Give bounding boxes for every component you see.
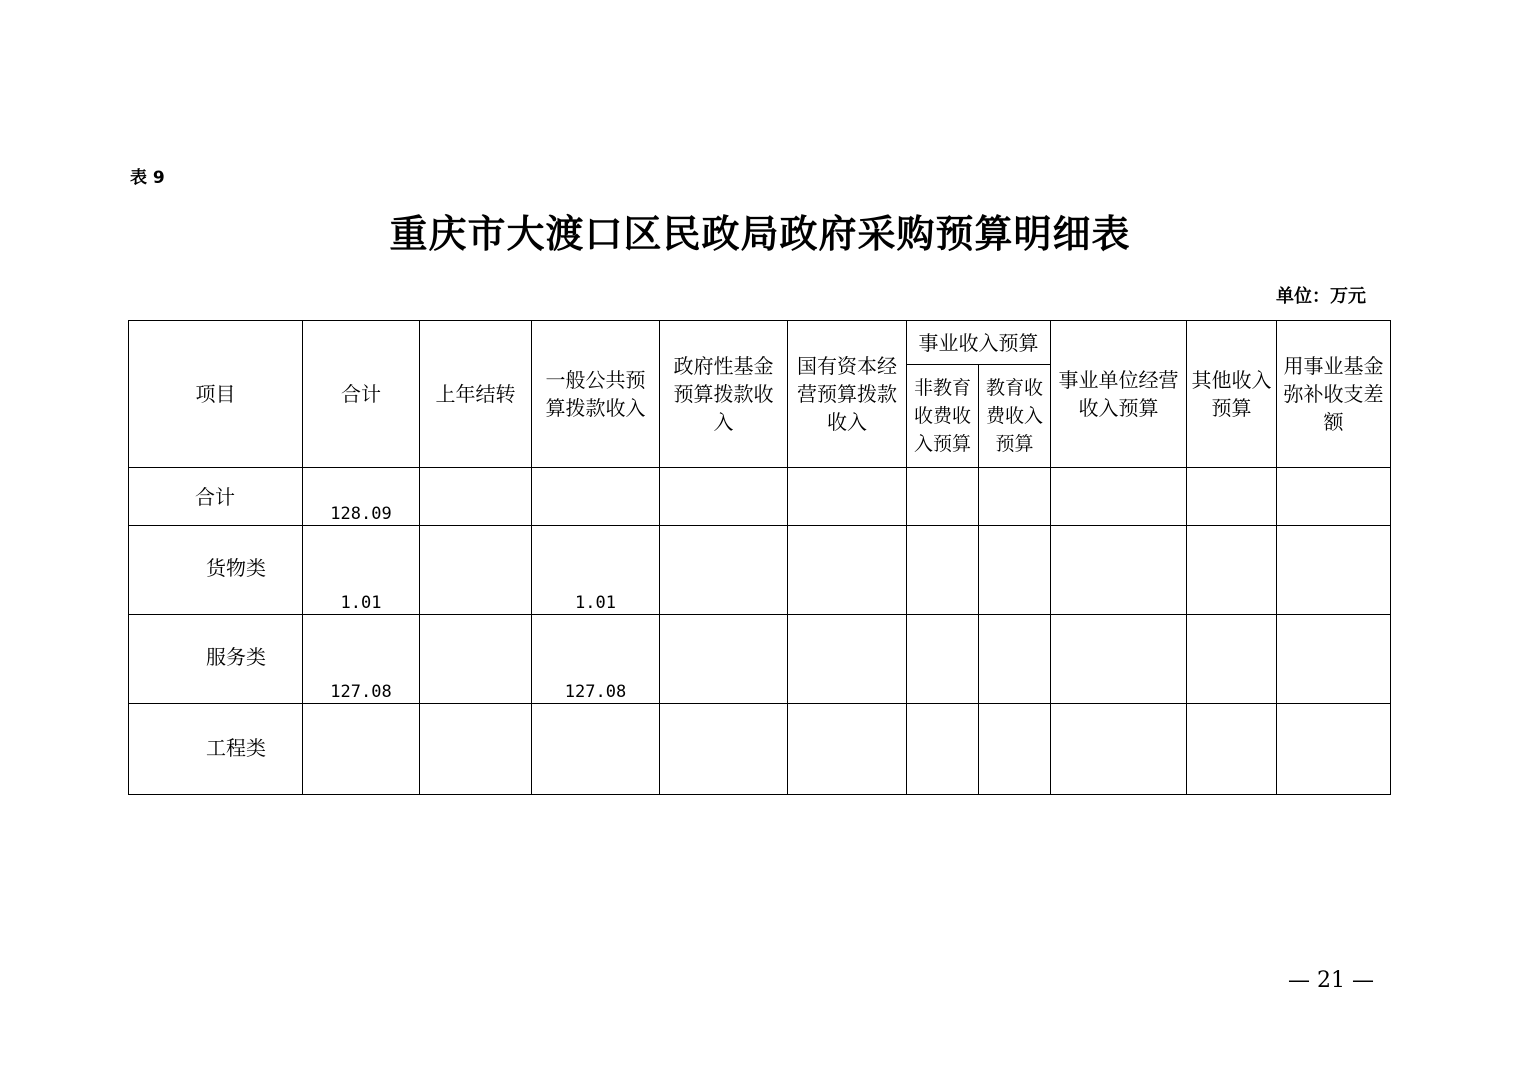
empty-cell	[1051, 468, 1187, 526]
empty-cell	[979, 615, 1051, 704]
empty-cell	[1187, 526, 1277, 615]
unit-label: 单位：万元	[1276, 286, 1366, 307]
header-business-income: 事业收入预算	[907, 321, 1051, 365]
header-carryover: 上年结转	[420, 321, 532, 468]
empty-cell	[1277, 468, 1391, 526]
row-general-budget: 1.01	[532, 526, 660, 615]
page-title: 重庆市大渡口区民政局政府采购预算明细表	[389, 212, 1131, 256]
empty-cell	[1277, 615, 1391, 704]
row-carryover	[420, 526, 532, 615]
row-label: 合计	[129, 468, 303, 526]
row-total	[303, 704, 420, 795]
empty-cell	[1051, 704, 1187, 795]
empty-cell	[979, 704, 1051, 795]
header-state-capital: 国有资本经营预算拨款收入	[788, 321, 907, 468]
row-carryover	[420, 468, 532, 526]
header-row-1	[129, 321, 1391, 365]
header-fund-offset: 用事业基金弥补收支差额	[1277, 321, 1391, 468]
empty-cell	[660, 704, 788, 795]
page-number: — 21 —	[1288, 968, 1374, 993]
table-row	[129, 526, 1391, 615]
empty-cell	[1187, 704, 1277, 795]
row-label: 服务类	[129, 615, 303, 704]
empty-cell	[979, 468, 1051, 526]
header-general-budget: 一般公共预算拨款收入	[532, 321, 660, 468]
header-edu-fee: 教育收费收入预算	[979, 365, 1051, 468]
row-total: 128.09	[303, 468, 420, 526]
empty-cell	[788, 704, 907, 795]
row-total: 127.08	[303, 615, 420, 704]
header-other-income: 其他收入预算	[1187, 321, 1277, 468]
empty-cell	[1277, 526, 1391, 615]
header-gov-fund: 政府性基金预算拨款收入	[660, 321, 788, 468]
empty-cell	[907, 615, 979, 704]
empty-cell	[788, 526, 907, 615]
row-general-budget: 127.08	[532, 615, 660, 704]
row-label: 工程类	[129, 704, 303, 795]
empty-cell	[660, 615, 788, 704]
table-row	[129, 468, 1391, 526]
row-label: 货物类	[129, 526, 303, 615]
empty-cell	[1051, 526, 1187, 615]
empty-cell	[979, 526, 1051, 615]
row-general-budget	[532, 704, 660, 795]
row-carryover	[420, 704, 532, 795]
table-number: 表 9	[130, 168, 165, 188]
empty-cell	[788, 468, 907, 526]
empty-cell	[1277, 704, 1391, 795]
row-general-budget	[532, 468, 660, 526]
empty-cell	[660, 468, 788, 526]
row-total: 1.01	[303, 526, 420, 615]
row-carryover	[420, 615, 532, 704]
header-operating-income: 事业单位经营收入预算	[1051, 321, 1187, 468]
empty-cell	[1051, 615, 1187, 704]
header-item: 项目	[129, 321, 303, 468]
empty-cell	[1187, 615, 1277, 704]
procurement-budget-table	[128, 320, 1391, 795]
empty-cell	[907, 704, 979, 795]
empty-cell	[788, 615, 907, 704]
header-total: 合计	[303, 321, 420, 468]
table-row	[129, 704, 1391, 795]
empty-cell	[1187, 468, 1277, 526]
empty-cell	[907, 526, 979, 615]
empty-cell	[660, 526, 788, 615]
table-row	[129, 615, 1391, 704]
empty-cell	[907, 468, 979, 526]
header-non-edu-fee: 非教育收费收入预算	[907, 365, 979, 468]
